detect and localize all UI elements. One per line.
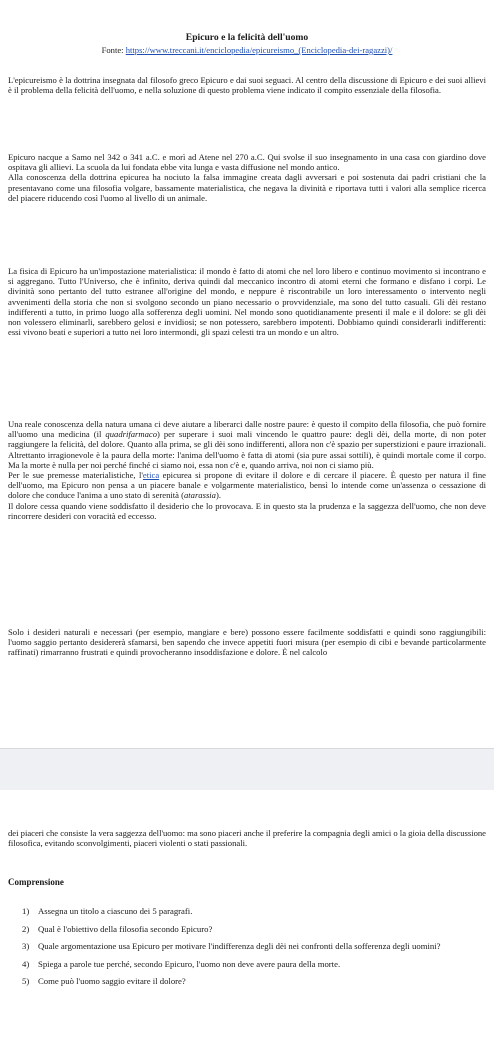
question-item (22, 938, 482, 956)
question-text: Quale argomentazione usa Epicuro per motivare l'indifferenza degli dèi nei confronti della sofferenza degli uomini? (38, 941, 441, 951)
paragraph-5 (8, 627, 486, 658)
question-text: Assegna un titolo a ciascuno dei 5 paragrafi. (38, 906, 193, 916)
paragraph-4b (8, 470, 486, 501)
paragraph-1-text: L'epicureismo è la dottrina insegnata dal filosofo greco Epicuro e dai suoi seguaci. Al centro della discussione di Epicuro e dei suoi allievi è il problema della felicità dell'uomo, e nella soluzione di questo problema viene indicato il compito essenziale della filosofia. (8, 75, 486, 96)
paragraph-2 (8, 152, 486, 203)
paragraph-4b-middle: epicurea si propone di evitare il dolore e di cercare il piacere. È questo per natura il fine dell'uomo, ma Epicuro non pensa a un piacere banale e volgarmente materialistico, bensì lo intende come un'assenza o cessazione di dolore che conduce l'anima a uno stato di serenità ( (8, 470, 486, 501)
question-number: 2) (22, 923, 30, 934)
atarassia-term: atarassia (183, 490, 216, 501)
question-number: 5) (22, 976, 30, 986)
question-item (22, 903, 482, 921)
question-item (22, 973, 482, 991)
source-label: Fonte: (101, 45, 124, 55)
question-text: Qual è l'obiettivo della filosofia secondo Epicuro? (38, 923, 213, 934)
question-item (22, 956, 482, 974)
source-line (0, 45, 494, 55)
question-number: 1) (22, 906, 30, 916)
source-link[interactable]: https://www.treccani.it/enciclopedia/epicureismo_(Enciclopedia-dei-ragazzi)/ (125, 45, 393, 55)
paragraph-5-text: Solo i desideri naturali e necessari (per esempio, mangiare e bere) possono essere facilmente soddisfatti e quindi sono raggiungibili: l'uomo saggio pertanto desidererà sfamarsi, ben sapendo che invece appetiti fuori misura (per esempio di cibi e bevande particolarmente raffinati) rimarranno frustrati e quindi provocheranno insoddisfazione e dolore. È nel calcolo (8, 627, 486, 658)
paragraph-4a-end: ) per superare i suoi mali vincendo le quattro paure: degli dèi, della morte, di non poter raggiungere la felicità, del dolore. Quanto alla prima, se gli dèi sono indifferenti, allora non c'è spazio per superstizioni e paure irrazionali. Altrettanto irragionevole è la paura della morte: l'anima dell'uomo è fatta di atomi (sia pure assai sottili), è quindi mortale come il corpo. Ma la morte è nulla per noi perché finché ci siamo noi, essa non c'è e, quando arriva, noi non ci siamo più. (8, 429, 486, 470)
question-number: 3) (22, 941, 30, 951)
paragraph-3-text: La fisica di Epicuro ha un'impostazione materialistica: il mondo è fatto di atomi che nel loro libero e continuo movimento si incontrano e si aggregano. Tutto l'Universo, che è infinito, deriva quindi dal meccanico incontro di atomi eterni che formano e disfano i corpi. Le divinità sono pertanto del tutto estranee all'origine del mondo, e neppure è riscontrabile un loro interessamento o intervento negli avvenimenti della storia che non si svolgono secondo un piano necessario o provvidenziale, ma sono del tutto casuali. Gli dèi restano indifferenti a tutto, in primo luogo alla sofferenza degli uomini. Nel mondo sono quotidianamente presenti il male e il dolore: se gli dèi non volessero eliminarli, sarebbero gelosi e invidiosi; se non potessero, sarebbero impotenti. Dobbiamo quindi considerarli indifferenti: essi vivono beati e superiori a tutto nei loro intermondi, gli spazi celesti tra un mondo e un altro. (8, 266, 486, 338)
question-item (22, 921, 482, 939)
page-break (0, 748, 494, 792)
paragraph-3 (8, 266, 486, 337)
comprehension-questions (22, 903, 482, 991)
paragraph-5-continued (8, 828, 486, 848)
paragraph-2b-text: Alla conoscenza della dottrina epicurea ha nociuto la falsa immagine creata dagli avversari e poi sostenuta dai padri cristiani che la presentavano come una filosofia volgare, bassamente materialistica, che negava la divinità e riportava tutti i valori alla semplice ricerca del piacere riducendo così l'uomo al livello di un animale. (8, 172, 486, 203)
paragraph-5-continued-text: dei piaceri che consiste la vera saggezza dell'uomo: ma sono piaceri anche il preferire la compagnia degli amici o la gioia della discussione filosofica, evitando sconvolgimenti, piaceri violenti o stati passionali. (8, 828, 486, 849)
comprensione-heading: Comprensione (8, 877, 64, 887)
quadrifarmaco-term: quadrifarmaco (105, 429, 157, 440)
paragraph-2a-text: Epicuro nacque a Samo nel 342 o 341 a.C. e morì ad Atene nel 270 a.C. Qui svolse il suo insegnamento in una casa con giardino dove ospitava gli allievi. La scuola da lui fondata ebbe vita lunga e vasta diffusione nel mondo antico. (8, 152, 486, 173)
paragraph-1 (8, 75, 486, 95)
paragraph-4a (8, 419, 486, 470)
document-title: Epicuro e la felicità dell'uomo (185, 32, 309, 43)
paragraph-4c-text: Il dolore cessa quando viene soddisfatto il desiderio che lo provocava. E in questo sta la prudenza e la saggezza dell'uomo, che non deve rincorrere desideri con voracità ed eccesso. (8, 500, 486, 521)
question-text: Come può l'uomo saggio evitare il dolore? (38, 976, 186, 986)
paragraph-4b-start: Per le sue premesse materialistiche, l' (8, 470, 143, 481)
question-text: Spiega a parole tue perché, secondo Epicuro, l'uomo non deve avere paura della morte. (38, 958, 341, 969)
paragraph-4 (8, 419, 486, 521)
question-number: 4) (22, 958, 30, 969)
paragraph-4a-start: Una reale conoscenza della natura umana ci deve aiutare a liberarci dalle nostre paure: è questo il compito della filosofia, che può fornire all'uomo una medicina (il (8, 419, 486, 440)
etica-link[interactable]: etica (142, 470, 160, 481)
paragraph-4b-end: ). (215, 490, 221, 501)
